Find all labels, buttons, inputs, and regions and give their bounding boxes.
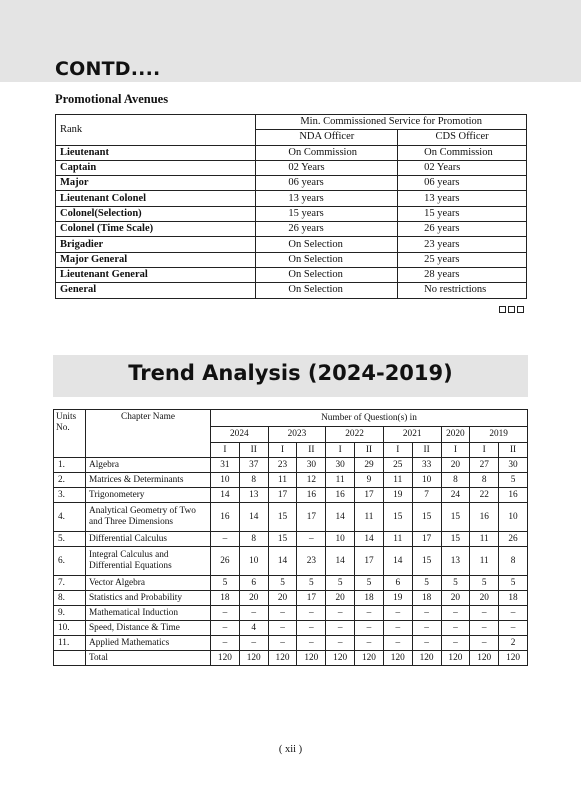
- question-count-cell: 16: [499, 488, 528, 503]
- trend-row: [54, 606, 528, 621]
- question-count-cell: 20: [470, 591, 499, 606]
- question-count-cell: 8: [239, 532, 268, 547]
- question-count-cell: 30: [297, 458, 326, 473]
- rank-cell: Lieutenant: [56, 145, 256, 160]
- question-count-cell: 30: [499, 458, 528, 473]
- nda-service-cell: On Selection: [256, 237, 398, 252]
- question-count-cell: 8: [470, 473, 499, 488]
- nda-service-cell: On Selection: [256, 267, 398, 282]
- chapter-name-cell: Integral Calculus and Differential Equations: [86, 547, 211, 576]
- question-count-cell: 14: [355, 532, 384, 547]
- question-count-cell: –: [211, 636, 240, 651]
- question-count-cell: –: [383, 621, 412, 636]
- unit-number-cell: 3.: [54, 488, 86, 503]
- question-count-cell: 5: [355, 576, 384, 591]
- question-count-cell: 120: [412, 651, 441, 666]
- rank-cell: General: [56, 283, 256, 298]
- promo-row: [56, 160, 527, 175]
- paper-header: II: [412, 443, 441, 458]
- question-count-cell: 6: [239, 576, 268, 591]
- question-count-cell: 5: [499, 576, 528, 591]
- trend-row: [54, 591, 528, 606]
- nda-service-cell: 02 Years: [256, 160, 398, 175]
- trend-row: [54, 458, 528, 473]
- question-count-cell: 19: [383, 488, 412, 503]
- paper-header: I: [268, 443, 297, 458]
- question-count-cell: 15: [441, 532, 470, 547]
- question-count-cell: 17: [297, 503, 326, 532]
- unit-number-cell: 10.: [54, 621, 86, 636]
- chapter-name-cell: Applied Mathematics: [86, 636, 211, 651]
- question-count-cell: 14: [239, 503, 268, 532]
- chapter-name-cell: Trigonometery: [86, 488, 211, 503]
- unit-number-cell: 4.: [54, 503, 86, 532]
- nda-service-cell: 26 years: [256, 222, 398, 237]
- question-count-cell: 10: [499, 503, 528, 532]
- question-count-cell: 17: [355, 488, 384, 503]
- question-count-cell: 16: [211, 503, 240, 532]
- question-count-cell: 13: [441, 547, 470, 576]
- question-count-cell: 120: [239, 651, 268, 666]
- nda-service-cell: On Selection: [256, 283, 398, 298]
- question-count-cell: 15: [268, 532, 297, 547]
- chapter-name-cell: Mathematical Induction: [86, 606, 211, 621]
- paper-header: I: [326, 443, 355, 458]
- question-count-cell: 11: [326, 473, 355, 488]
- trend-row: [54, 532, 528, 547]
- question-count-cell: 24: [441, 488, 470, 503]
- question-count-cell: –: [355, 606, 384, 621]
- question-count-cell: 20: [268, 591, 297, 606]
- question-count-cell: –: [470, 621, 499, 636]
- rank-cell: Captain: [56, 160, 256, 175]
- promotional-avenues-table: [55, 114, 527, 299]
- cds-header: CDS Officer: [398, 130, 527, 145]
- question-count-cell: 13: [239, 488, 268, 503]
- question-count-cell: 6: [383, 576, 412, 591]
- question-count-cell: 15: [412, 547, 441, 576]
- unit-number-cell: 8.: [54, 591, 86, 606]
- cds-service-cell: 06 years: [398, 176, 527, 191]
- question-count-cell: –: [297, 606, 326, 621]
- cds-service-cell: 15 years: [398, 206, 527, 221]
- question-count-cell: 17: [355, 547, 384, 576]
- question-count-cell: 25: [383, 458, 412, 473]
- question-count-cell: 5: [441, 576, 470, 591]
- rank-cell: Colonel(Selection): [56, 206, 256, 221]
- unit-number-cell: 5.: [54, 532, 86, 547]
- chapter-name-cell: Speed, Distance & Time: [86, 621, 211, 636]
- question-count-cell: –: [412, 621, 441, 636]
- question-count-cell: 11: [355, 503, 384, 532]
- question-count-cell: –: [441, 636, 470, 651]
- page-number: ( xii ): [278, 744, 303, 755]
- question-count-cell: 120: [499, 651, 528, 666]
- year-header: 2019: [470, 427, 528, 443]
- paper-header: II: [355, 443, 384, 458]
- question-count-cell: 17: [412, 532, 441, 547]
- question-count-cell: –: [239, 606, 268, 621]
- question-count-cell: 26: [211, 547, 240, 576]
- question-count-cell: 120: [211, 651, 240, 666]
- chapter-name-cell: Differential Calculus: [86, 532, 211, 547]
- question-count-cell: –: [326, 636, 355, 651]
- question-count-cell: 19: [383, 591, 412, 606]
- trend-row: [54, 488, 528, 503]
- question-count-cell: 5: [326, 576, 355, 591]
- paper-header: II: [297, 443, 326, 458]
- question-count-cell: –: [355, 621, 384, 636]
- question-count-cell: 20: [239, 591, 268, 606]
- promotional-avenues-title: Promotional Avenues: [55, 92, 169, 106]
- question-count-cell: 15: [383, 503, 412, 532]
- question-count-cell: 10: [211, 473, 240, 488]
- unit-number-cell: [54, 651, 86, 666]
- year-header: 2024: [211, 427, 269, 443]
- question-count-cell: 26: [499, 532, 528, 547]
- year-header: 2020: [441, 427, 470, 443]
- unit-number-cell: 11.: [54, 636, 86, 651]
- question-count-cell: 5: [470, 576, 499, 591]
- question-count-cell: –: [297, 621, 326, 636]
- question-count-cell: 5: [268, 576, 297, 591]
- rank-header: Rank: [56, 115, 256, 146]
- question-count-cell: 10: [412, 473, 441, 488]
- cds-service-cell: 13 years: [398, 191, 527, 206]
- cds-service-cell: On Commission: [398, 145, 527, 160]
- question-count-cell: 120: [355, 651, 384, 666]
- question-count-cell: 5: [211, 576, 240, 591]
- question-count-cell: 5: [412, 576, 441, 591]
- question-count-cell: 15: [412, 503, 441, 532]
- nda-service-cell: 15 years: [256, 206, 398, 221]
- question-count-cell: 120: [383, 651, 412, 666]
- promo-row: [56, 145, 527, 160]
- question-count-cell: 20: [441, 591, 470, 606]
- question-count-cell: 23: [297, 547, 326, 576]
- question-count-cell: 9: [355, 473, 384, 488]
- question-count-cell: –: [383, 636, 412, 651]
- question-count-cell: 5: [297, 576, 326, 591]
- paper-header: I: [211, 443, 240, 458]
- paper-header: II: [239, 443, 268, 458]
- question-count-cell: 15: [268, 503, 297, 532]
- nda-header: NDA Officer: [256, 130, 398, 145]
- question-count-cell: 14: [383, 547, 412, 576]
- chapter-name-cell: Statistics and Probability: [86, 591, 211, 606]
- question-count-cell: –: [355, 636, 384, 651]
- unit-number-cell: 9.: [54, 606, 86, 621]
- question-count-cell: 120: [268, 651, 297, 666]
- question-count-cell: 10: [239, 547, 268, 576]
- question-count-cell: –: [268, 636, 297, 651]
- nda-service-cell: 13 years: [256, 191, 398, 206]
- question-count-cell: 120: [441, 651, 470, 666]
- question-count-cell: –: [383, 606, 412, 621]
- question-count-cell: 23: [268, 458, 297, 473]
- chapter-name-cell: Algebra: [86, 458, 211, 473]
- question-count-cell: 33: [412, 458, 441, 473]
- question-count-cell: 14: [268, 547, 297, 576]
- promo-row: [56, 252, 527, 267]
- question-count-cell: –: [499, 606, 528, 621]
- question-count-cell: 18: [355, 591, 384, 606]
- question-count-cell: 11: [470, 547, 499, 576]
- nda-service-cell: On Commission: [256, 145, 398, 160]
- cds-service-cell: No restrictions: [398, 283, 527, 298]
- question-count-cell: 27: [470, 458, 499, 473]
- promo-row: [56, 176, 527, 191]
- question-count-cell: 16: [470, 503, 499, 532]
- trend-row: [54, 473, 528, 488]
- question-count-cell: –: [441, 621, 470, 636]
- question-count-cell: 15: [441, 503, 470, 532]
- question-count-cell: –: [297, 636, 326, 651]
- promo-row: [56, 267, 527, 282]
- question-count-cell: 16: [297, 488, 326, 503]
- question-count-cell: 31: [211, 458, 240, 473]
- rank-cell: Brigadier: [56, 237, 256, 252]
- contd-heading: CONTD....: [55, 58, 161, 80]
- number-of-questions-header: Number of Question(s) in: [211, 410, 528, 427]
- question-count-cell: –: [326, 621, 355, 636]
- nda-service-cell: 06 years: [256, 176, 398, 191]
- paper-header: II: [499, 443, 528, 458]
- units-header: Units No.: [54, 410, 86, 458]
- trend-row: [54, 503, 528, 532]
- question-count-cell: 5: [499, 473, 528, 488]
- paper-header: I: [383, 443, 412, 458]
- rank-cell: Lieutenant General: [56, 267, 256, 282]
- chapter-name-cell: Vector Algebra: [86, 576, 211, 591]
- question-count-cell: 20: [326, 591, 355, 606]
- question-count-cell: –: [297, 532, 326, 547]
- nda-service-cell: On Selection: [256, 252, 398, 267]
- trend-row: [54, 547, 528, 576]
- question-count-cell: 22: [470, 488, 499, 503]
- question-count-cell: 12: [297, 473, 326, 488]
- question-count-cell: –: [470, 606, 499, 621]
- question-count-cell: –: [268, 621, 297, 636]
- chapter-name-cell: Analytical Geometry of Two and Three Dimensions: [86, 503, 211, 532]
- cds-service-cell: 26 years: [398, 222, 527, 237]
- section-end-marker: [499, 306, 524, 313]
- question-count-cell: 14: [326, 547, 355, 576]
- trend-row: [54, 636, 528, 651]
- question-count-cell: 16: [326, 488, 355, 503]
- year-header: 2021: [383, 427, 441, 443]
- cds-service-cell: 25 years: [398, 252, 527, 267]
- question-count-cell: –: [211, 606, 240, 621]
- trend-row: [54, 576, 528, 591]
- cds-service-cell: 23 years: [398, 237, 527, 252]
- year-header: 2022: [326, 427, 384, 443]
- promo-row: [56, 237, 527, 252]
- unit-number-cell: 7.: [54, 576, 86, 591]
- chapter-name-cell: Total: [86, 651, 211, 666]
- question-count-cell: 14: [326, 503, 355, 532]
- rank-cell: Major: [56, 176, 256, 191]
- question-count-cell: –: [326, 606, 355, 621]
- question-count-cell: 120: [470, 651, 499, 666]
- cds-service-cell: 02 Years: [398, 160, 527, 175]
- question-count-cell: 7: [412, 488, 441, 503]
- question-count-cell: –: [499, 621, 528, 636]
- promo-row: [56, 191, 527, 206]
- unit-number-cell: 1.: [54, 458, 86, 473]
- cds-service-cell: 28 years: [398, 267, 527, 282]
- promo-header-row: [56, 115, 527, 130]
- question-count-cell: 17: [297, 591, 326, 606]
- trend-header-row: [54, 410, 528, 427]
- question-count-cell: 120: [297, 651, 326, 666]
- rank-cell: Colonel (Time Scale): [56, 222, 256, 237]
- question-count-cell: 20: [441, 458, 470, 473]
- year-header: 2023: [268, 427, 326, 443]
- question-count-cell: 30: [326, 458, 355, 473]
- question-count-cell: 14: [211, 488, 240, 503]
- question-count-cell: 18: [412, 591, 441, 606]
- paper-header: I: [441, 443, 470, 458]
- question-count-cell: 18: [211, 591, 240, 606]
- question-count-cell: 11: [470, 532, 499, 547]
- question-count-cell: –: [441, 606, 470, 621]
- question-count-cell: 8: [441, 473, 470, 488]
- question-count-cell: 4: [239, 621, 268, 636]
- unit-number-cell: 2.: [54, 473, 86, 488]
- min-service-header: Min. Commissioned Service for Promotion: [256, 115, 527, 130]
- question-count-cell: 10: [326, 532, 355, 547]
- question-count-cell: 8: [239, 473, 268, 488]
- question-count-cell: 17: [268, 488, 297, 503]
- question-count-cell: 2: [499, 636, 528, 651]
- rank-cell: Major General: [56, 252, 256, 267]
- chapter-name-cell: Matrices & Determinants: [86, 473, 211, 488]
- question-count-cell: 8: [499, 547, 528, 576]
- question-count-cell: 18: [499, 591, 528, 606]
- trend-analysis-table: [53, 409, 528, 666]
- question-count-cell: –: [412, 636, 441, 651]
- question-count-cell: –: [470, 636, 499, 651]
- promo-row: [56, 222, 527, 237]
- question-count-cell: –: [412, 606, 441, 621]
- question-count-cell: –: [211, 532, 240, 547]
- question-count-cell: 29: [355, 458, 384, 473]
- question-count-cell: –: [268, 606, 297, 621]
- question-count-cell: 37: [239, 458, 268, 473]
- promo-row: [56, 206, 527, 221]
- question-count-cell: 11: [383, 532, 412, 547]
- question-count-cell: 11: [383, 473, 412, 488]
- trend-row: [54, 651, 528, 666]
- trend-row: [54, 621, 528, 636]
- trend-analysis-title: Trend Analysis (2024-2019): [128, 361, 453, 385]
- question-count-cell: 11: [268, 473, 297, 488]
- rank-cell: Lieutenant Colonel: [56, 191, 256, 206]
- question-count-cell: –: [211, 621, 240, 636]
- question-count-cell: –: [239, 636, 268, 651]
- unit-number-cell: 6.: [54, 547, 86, 576]
- promo-row: [56, 283, 527, 298]
- paper-header: I: [470, 443, 499, 458]
- chapter-name-header: Chapter Name: [86, 410, 211, 458]
- question-count-cell: 120: [326, 651, 355, 666]
